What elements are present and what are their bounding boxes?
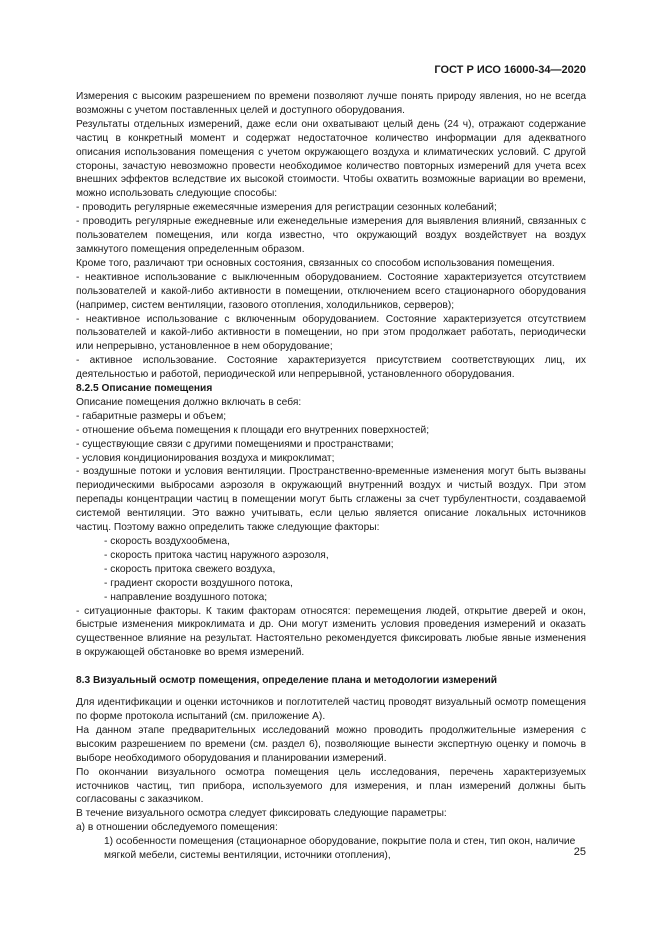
factor-item: - скорость притока частиц наружного аэрозоля, [104,549,329,561]
factor-item: - скорость воздухообмена, [104,536,230,547]
paragraph: Измерения с высоким разрешением по времени позволяют лучше понять природу явления, но не всегда возможны с учетом поставленных целей и доступного оборудования. [76,91,586,116]
section-heading-8-2-5: 8.2.5 Описание помещения [76,383,213,395]
list-item: - отношение объема помещения к площади его внутренних поверхностей; [76,424,430,436]
list-item: - активное использование. Состояние характеризуется присутствием соответствующих лиц, их деятельностью и работой, периодической или непрерывной, установленного оборудования. [76,355,586,381]
list-item: - проводить регулярные ежедневные или еженедельные измерения для выявления влияний, связанных с пользователем помещения, или когда известно, что окружающий воздух воздействует на воздух замкнутого помещения определенным образом. [76,216,586,255]
sub-list-item: 1) особенности помещения (стационарное оборудование, покрытие пола и стен, тип окон, наличие мягкой мебели, системы вентиляции, источники отопления), [104,836,576,862]
factor-item: - скорость притока свежего воздуха, [104,563,276,575]
paragraph: Результаты отдельных измерений, даже если они охватывают целый день (24 ч), отражают содержание частиц в конкретный момент и содержат недостаточное количество информации для адекватного описания использования помещения с учетом окружающего воздуха и климатических условий. С другой стороны, зачастую невозможно провести необходимое количество повторных измерений для учета всех внешних эффектов вследствие их высокой стоимости. Чтобы охватить возможные вариации во времени, можно использовать следующие способы: [76,118,586,200]
paragraph: В течение визуального осмотра следует фиксировать следующие параметры: [76,808,447,820]
page-number: 25 [573,846,586,858]
list-item: - воздушные потоки и условия вентиляции. Пространственно-временные изменения могут быть вызваны периодическими выбросами аэрозоля в окружающий внутренний воздух и чистый воздух. При этом перепады концентрации частиц в помещении могут быть сглажены за счет турбулентности, создаваемой системой вентиляции. Это важно учитывать, если целью является описание локальных источников частиц. Поэтому важно определить также следующие факторы: [76,466,586,534]
paragraph: Для идентификации и оценки источников и поглотителей частиц проводят визуальный осмотр помещения по форме протокола испытаний (см. приложение А). [76,697,586,722]
list-item: - ситуационные факторы. К таким факторам относятся: перемещения людей, открытие дверей и окон, быстрые изменения микроклимата и др. Они могут изменить условия проведения измерений и оказать существенное влияние на результат. Настоятельно рекомендуется фиксировать любые явные изменения в окружающей обстановке во время измерений. [76,605,586,659]
section-heading-8-3: 8.3 Визуальный осмотр помещения, определение плана и методологии измерений [76,675,497,687]
list-item: - существующие связи с другими помещениями и пространствами; [76,438,394,450]
list-item: - неактивное использование с выключенным оборудованием. Состояние характеризуется отсутствием пользователей и какой-либо активности в помещении, отключением всего стационарного оборудования (например, систем вентиляции, газового отопления, холодильников, серверов); [76,271,586,311]
paragraph: Кроме того, различают три основных состояния, связанных со способом использования помещения. [76,257,555,269]
list-item: - габаритные размеры и объем; [76,410,227,422]
factor-item: - градиент скорости воздушного потока, [104,577,293,589]
paragraph: На данном этапе предварительных исследований можно проводить продолжительные измерения с высоким разрешением по времени (см. раздел 6), позволяющие вынести экспертную оценку и помочь в выборе необходимого оборудования и планировании измерений. [76,724,586,764]
list-item: а) в отношении обследуемого помещения: [76,822,278,834]
paragraph: По окончании визуального осмотра помещения цель исследования, перечень характеризуемых источников частиц, тип прибора, используемого для измерения, и план измерений должны быть согласованы с заказчиком. [76,766,586,806]
paragraph: Описание помещения должно включать в себя: [76,396,302,408]
standard-header: ГОСТ Р ИСО 16000-34—2020 [434,64,586,76]
factor-item: - направление воздушного потока; [104,591,268,603]
document-body [76,90,586,863]
list-item: - проводить регулярные ежемесячные измерения для регистрации сезонных колебаний; [76,202,497,214]
list-item: - неактивное использование с включенным оборудованием. Состояние характеризуется отсутствием пользователей и какой-либо активности в помещении, но при этом продолжает работать, периодически или непрерывно, установленное в нем оборудование; [76,313,586,353]
list-item: - условия кондиционирования воздуха и микроклимат; [76,452,335,464]
